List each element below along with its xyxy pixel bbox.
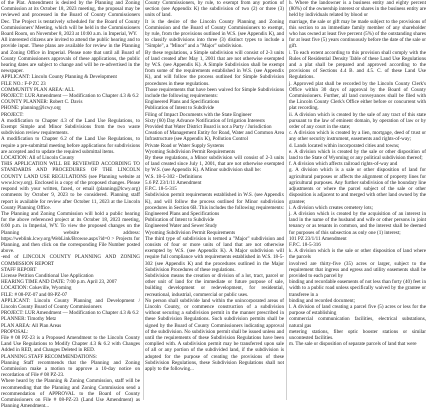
column-2-paragraph: Private Road or Water Supply Systems xyxy=(145,142,225,149)
column-1-paragraph: PROJECT: LUR Amendment — Modification to Chapter 4.3 & 6.2 xyxy=(1,310,139,317)
column-1-paragraph: A modification to Chapter 6.2 of the Land Use Regulations, to require a pre-submittal meeting before applications for subdivisions are accepted and to update the required submittal items. xyxy=(1,136,140,155)
column-1-paragraph: PLANNER: Timothy Metz xyxy=(1,316,57,323)
text-column-2 xyxy=(143,0,286,400)
column-1-paragraph: PROJECT: LUR Amendment — Modification to Chapter 4.3 & 6.2 xyxy=(1,93,139,100)
column-1-paragraph: PLANNING STAFF RECOMMENDATIONS: xyxy=(1,353,98,360)
column-3-paragraph: e. A division which is created by the sale or other disposition of land to the State of Wyoming or any political subdivision thereof; xyxy=(289,148,426,162)
column-1-paragraph: APPLICANT: Lincoln County Planning & Development xyxy=(1,74,117,81)
column-3-paragraph: k. A division which is the sale or other disposition of land where the parcels xyxy=(289,248,426,261)
column-1-paragraph: THIS APPLICATION WILL BE REVIEWED ACCORDING TO STANDARDS AND PROCEDURES OF THE LINCOLN COUNTY LAND USE REGULATIONS (see Planning website at www.lcwy.org). Enclosed is a copy of the proposed changes. Please respond with your written, faxed, or email (planning@lcwy.org) comments by October 9, 2023 to be considered. Planning staff report is available for review after October 11, 2023 at the Lincoln County Planning Office. xyxy=(1,161,140,211)
column-1-paragraph: PHONE: planning@lcwy.org xyxy=(1,105,61,112)
column-1-paragraph: STAFF REPORT xyxy=(1,266,37,273)
column-1-paragraph: PLAN AREA: All Plan Areas xyxy=(1,322,62,329)
column-2-paragraph: Publication of Intent to Subdivide xyxy=(145,217,215,224)
column-2-paragraph: It is the desire of the Lincoln County Planning and Zoning Commission and the Board of County Commissioners to exempt, by rule, from the provisions outlined in W.S. (see Appendix K), and to classify subdivisions into three (3) distinct types to include a "Simple", a "Minor" and a "Major" subdivision. xyxy=(145,18,284,50)
column-3-paragraph: binding and recordable easements of not less than forty (40) feet in width to a public road unless specifically waived by the grantee or transferee in a xyxy=(289,279,426,298)
column-2-paragraph: Publication of Intent to Subdivide xyxy=(145,105,215,112)
column-2-paragraph: Sixty (60) Day Advance Notification of Irrigation Interests xyxy=(145,117,265,124)
column-3-paragraph: binding and recorded document; xyxy=(289,297,356,304)
column-1-paragraph: LOCATION: All of Lincoln County xyxy=(1,155,75,162)
column-3-paragraph: F.P.C. 18-5-316 xyxy=(289,241,321,248)
column-3-paragraph: c. A division which is created by a lien, mortgage, deed of trust or any other security instrument, easements and rights-of-way; xyxy=(289,130,426,143)
column-3-paragraph: marriage, the sale or gift may be made subject to the provisions of this section to an immediate family member of any shareholder who has owned at least five percent (5%) of the outstanding shares for at least five (5) years continuously before the date of the sale or gift. xyxy=(289,18,426,50)
column-1-paragraph: Where heard by the Planning & Zoning Commission, staff will be recommending that the Planning and Zoning Commission send a recommendation of APPROVAL to the Board of County Commissioners on File # 08-PZ-23 (Land Use Amendment) as Planning Amendment... xyxy=(1,378,140,409)
column-2-paragraph: Provided that Water District Board is not a Party / Jurisdiction xyxy=(145,124,272,131)
column-3-paragraph: d. Lands located within incorporated cities and towns; xyxy=(289,142,400,149)
column-3-paragraph: i. To each extent according to this provision shall comply with the Rules of Residential Density Table of these Land Use Regulations and a plat shall be prepared and approved according to the provisions of Sections 4.4 B. and 4.5. C. of these Land Use Regulations. xyxy=(289,49,426,81)
column-1-paragraph: COUNTY PLANNER: Robert C. Davis xyxy=(1,99,83,106)
column-3-paragraph: 101 PZ 23/1/11 Amendment xyxy=(289,235,347,242)
column-3-paragraph: j. A division which is created by the acquisition of an interest in land in the name of the husband and wife or other persons in joint tenancy or as tenants in common, and the interest shall be deemed for purposes of this subsection as only one (1) interest; xyxy=(289,210,426,236)
column-2-paragraph: Subdivision means the creation or division of a lot, tract, parcel or other unit of land for the immediate or future purpose of sale, building development or redevelopment, for residential, recreational, industrial, commercial or public uses. xyxy=(145,272,284,298)
column-2-paragraph: 5.6 PZ 23/1/11 Amendment xyxy=(145,179,202,186)
column-1-paragraph: FILE NO.: F-P ZC 23 xyxy=(1,80,46,87)
column-1-paragraph: License Petition Conditional Use Application xyxy=(1,272,94,279)
column-1-paragraph: All interested citizens are invited to attend the public hearing and to provide input. These plans are available for review in the Planning and Zoning Office in Imperial. Please note that until all Board of County Commissioners approvals of these applications, the public hearing dates are subject to change and will be re-advertised in the newspaper. xyxy=(1,37,140,75)
column-2-paragraph: No person shall subdivide land within the unincorporated areas of Lincoln County, or commence construction of a subdivision without securing a subdivision permit in the manner prescribed in these Subdivision Regulations. Such subdivision permits shall be signed by the Board of County Commissioners indicating approval of the subdivision. No subdivision permit shall be issued unless and until the requirements of these Subdivision Regulations have been complied with. A subdivision permit may be transferred upon sale of all or any portion of the subdivided land, if the subdivision is adopted for the purpose of creating the provisions of these Subdivision Regulations, these Subdivision Regulations shall not apply to the following... xyxy=(145,297,284,372)
column-2-paragraph: By these regulations, a Simple subdivision will consist of 2-3 units of land created after May 1, 2001 that are not otherwise exempted by W.S. (see Appendix K). A Simple Subdivision shall be exempt from some of the requirements established in W.S. (see Appendix K), and will follow the process outlined for Simple Subdivision procedures in these regulations. xyxy=(145,49,284,87)
column-3-paragraph: involved are thirty-five (35) acres or larger, subject to the requirement that ingress and egress and utility easements shall be provided to each parcel by xyxy=(289,260,426,279)
column-1-paragraph: HEARING TIME AND DATE: 7:00 p.m. April 23, 2007 xyxy=(1,279,117,286)
column-1-paragraph: The Planning and Zoning Commission will hold a public hearing for the above referenced project at its October 18, 2023 meeting, 6:00 p.m. in Imperial, WY. To view the proposed changes on the Planning website address: https://weblink.lcwy.org/WebLink/Browse.aspx?id=0 > Projects for Planning, and then click on the corresponding File Number posted above. xyxy=(1,210,140,255)
column-2-paragraph: Wyoming Subdivision Permit Requirements xyxy=(145,148,236,155)
column-2-paragraph: Wyoming Subdivision Permit Requirements xyxy=(145,229,236,236)
column-1-paragraph: COMMUNITY PLAN AREA: ALL xyxy=(1,86,75,93)
column-2-paragraph: F.P.C. 18-5-315 xyxy=(145,186,177,193)
column-2-paragraph: Engineered Water and Sewer Study xyxy=(145,223,218,230)
column-3-paragraph: g. A division which is a sale or other disposition of land for agricultural purposes or affects the alignment of property lines for agricultural purposes. Any further subdivision of the boundary line adjustments or where the parcel subject of the sale or other disposition is adjacent to and merged with other land owned by the grantee; xyxy=(289,167,426,205)
column-3-paragraph: f. A division which affects railroad rights-of-way and xyxy=(289,161,398,168)
column-divider xyxy=(143,0,144,400)
column-1-paragraph: LOCATION: Cokeville, Wyoming xyxy=(1,285,72,292)
column-3-paragraph: m. The sale or disposition of separate parcels of land that were xyxy=(289,341,417,348)
column-3-paragraph: ii. A division which is created by the sale of any tract of this state pursuant to the law of eminent domain, by operation of law or by order of any court in the state; xyxy=(289,111,426,131)
column-1-paragraph: PROPOSAL: xyxy=(1,328,29,335)
column-1-paragraph: Planning Staff recommends that the Planning and Zoning Commission make a motion to approve a 10-day notice on recordation of File # 08 PZ-23. xyxy=(1,359,140,379)
column-1-paragraph: A modification to Chapter 4.3 of the Land Use Regulations, to Exempt Simple and Minor Subdivisions from the two waste subdivision review requirements. xyxy=(1,117,140,137)
column-divider xyxy=(286,0,287,400)
column-2-paragraph: By these regulations, a Minor subdivision will consist of 2-3 units of land created since July 1, 2001, that are not otherwise exempted by W.S. (see Appendix K). A Minor subdivision shall be: xyxy=(145,155,284,174)
column-1-paragraph: PROJECT: xyxy=(1,111,24,118)
column-2-paragraph: Engineered Plans and Specifications xyxy=(145,210,220,217)
column-3-paragraph: metering stations, fiber optic booster stations or similar uncontested facilities. xyxy=(289,328,426,341)
column-2-paragraph: Creation of Management Entity for Road, Water and Common Area Infrastructure (see Appendix K), Pollution Control xyxy=(145,130,284,143)
column-3-paragraph: j. Approved plat shall be recorded by the Lincoln County Clerk's Office within 30 days of approval by the Board of County Commissioners. Further, all land conveyances shall be filed with the Lincoln County Clerk's Office either before or concurrent with plat recording. xyxy=(289,80,426,112)
text-column-1 xyxy=(0,0,143,409)
column-2-paragraph: Those requirements that have been waived for Simple Subdivisions include the following requirements: xyxy=(145,86,284,100)
column-2-paragraph: Engineered Plans and Specifications xyxy=(145,99,220,106)
column-3-paragraph: l. A division of land creating a parcel five (5) acres or less for the purpose of establishing xyxy=(289,303,426,317)
column-1-paragraph: FILE: # 08-PZ-07 and 08-PZ-07 xyxy=(1,291,68,298)
column-2-paragraph: Filing of Impact Documents with the State Engineer xyxy=(145,111,252,118)
column-1-paragraph: of the Plat. Amendment is desired by the Planning and Zoning Commission at its October 18, 2023 meeting, the proposal may be reviewed and processed in the Board of County Commissioners Dec. The Project is tentatively scheduled for the Board of County Commissioners' Meeting, which will be held in the Commissioners Board Room, on November 8, 2023 at 10:00 a.m. in Imperial, WY. xyxy=(1,0,140,38)
column-2-paragraph: W.S. 18-5-302 - Definitions xyxy=(145,173,202,180)
column-3-paragraph: h. Where the landowner is a business entity and eighty percent (80%) of the ownership interest or shares in the business entity are held by individuals related by blood or xyxy=(289,0,426,19)
column-1-paragraph: APPLICANT: Lincoln County Planning and Development / Lincoln County Board of County Commissioners xyxy=(1,297,140,310)
column-2-paragraph: The third type of subdivision is termed a "Major" subdivision and consists of four or more units of land that are not otherwise exempted by W.S. (see Appendix K). A Major subdivision will require full compliance with requirements established in W.S. 18-5-302 (see Appendix K) and the procedures outlined in the Major Subdivision Procedures of these regulations. xyxy=(145,235,284,273)
column-1-paragraph: -end of LINCOLN COUNTY PLANNING AND ZONING COMMISSION REPORT xyxy=(1,254,140,267)
column-2-paragraph: Subdivision permit requirements established in W.S. (see Appendix K), and will follow the process outlined for Minor subdivision procedures in Section 6B. This includes the following requirements: xyxy=(145,192,284,211)
column-3-paragraph: commercial communication facilities, electrical substations, natural gas xyxy=(289,316,426,329)
column-3-paragraph: i. A division which creates cemetery lots; xyxy=(289,204,373,211)
column-2-paragraph: County Commissioners, by rule, to exempt from any portion of section (see Appendix K) the subdivision of two (2) or three (3) units of land. xyxy=(145,0,284,19)
text-column-3 xyxy=(286,0,428,400)
column-1-paragraph: File # 08 PZ-23 is a Proposed Amendment to the Lincoln County Land Use Regulations to Modify Chapter 4.3 & 6.2 with Changes Added in RED, and Changes Deleted in RED. xyxy=(1,334,140,354)
